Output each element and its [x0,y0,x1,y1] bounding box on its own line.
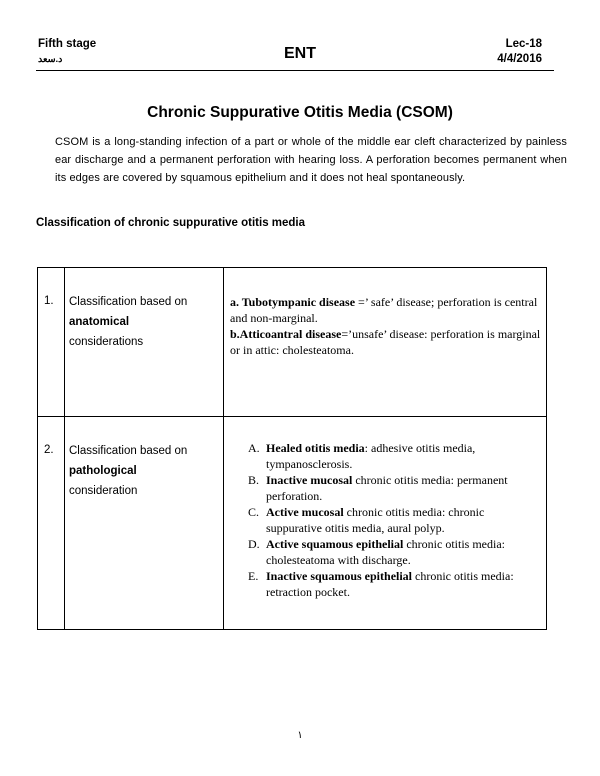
list-item: C. Active mucosal chronic otitis media: chronic suppurative otitis media, aural polyp. [248,505,485,535]
list-item: A. Healed otitis media: adhesive otitis media, tympanosclerosis. [248,441,476,471]
value-b [230,326,542,358]
pathology-list [224,440,542,600]
header-divider [36,70,554,71]
date-label: 4/4/2016 [497,53,542,65]
document-title: Chronic Suppurative Otitis Media (CSOM) [147,104,453,121]
label-suffix: consideration [69,485,138,497]
author-label: د.سعد [38,54,63,65]
label-suffix: considerations [69,336,144,348]
row-value [224,268,547,417]
table-row [38,268,547,417]
row-label [65,417,224,630]
stage-label: Fifth stage [38,38,97,50]
value-a [230,294,542,326]
list-item: E. Inactive squamous epithelial chronic otitis media: retraction pocket. [248,569,514,599]
value-a-text: =’ safe’ disease; perforation is central and non-marginal. [230,295,538,325]
intro-paragraph: CSOM is a long-standing infection of a part or whole of the middle ear cleft characterized by painless ear discharge and a permanent perforation with hearing loss. A perforation becomes permanent when its edges are covered by squamous epithelium and it does not heal spontaneously. [55,136,567,184]
label-prefix: Classification based on [69,445,188,457]
lecture-label: Lec-18 [505,38,542,50]
row-number: 1. [38,268,65,417]
header-right [497,37,542,67]
label-prefix: Classification based on [69,296,188,308]
label-keyword: anatomical [69,316,130,328]
row-label [65,268,224,417]
value-a-term: a. Tubotympanic disease [230,295,356,309]
section-heading: Classification of chronic suppurative otitis media [36,217,306,229]
label-keyword: pathological [69,465,137,477]
row-value [224,417,547,630]
list-item: B. Inactive mucosal chronic otitis media: permanent perforation. [248,473,508,503]
list-item: D. Active squamous epithelial chronic otitis media: cholesteatoma with discharge. [248,537,505,567]
value-b-text: =’unsafe’ disease: perforation is marginal or in attic: cholesteatoma. [230,327,541,357]
row-number: 2. [38,417,65,630]
value-b-term: b.Atticoantral disease [230,327,342,341]
subject-label: ENT [284,45,316,62]
page-number: ١ [297,730,303,741]
table-row [38,417,547,630]
classification-table [37,267,547,630]
